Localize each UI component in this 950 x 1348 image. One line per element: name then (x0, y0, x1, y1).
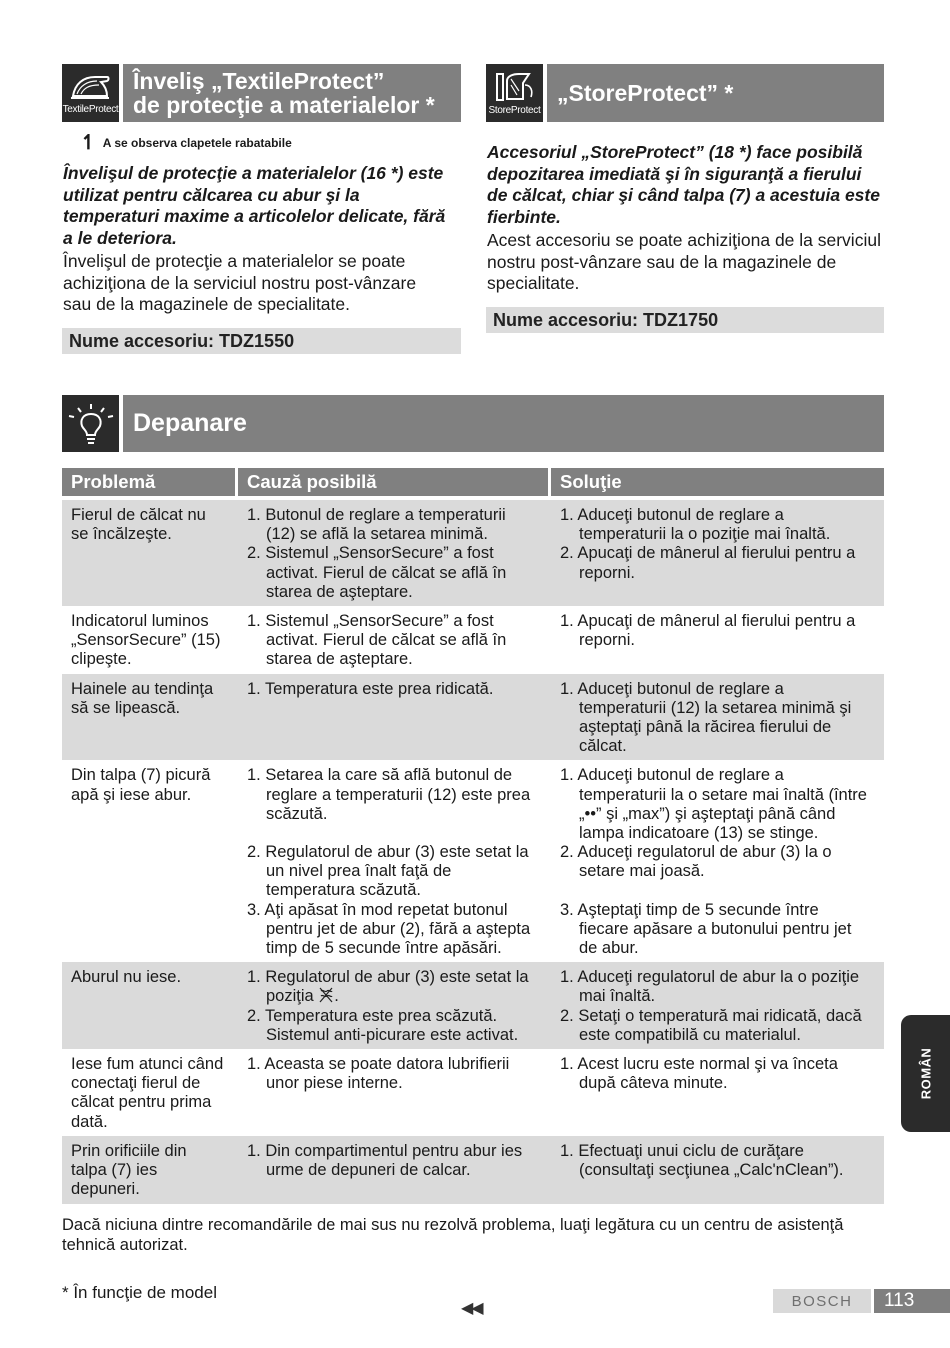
problem-cell: Iese fum atunci când conectaţi fierul de călcat pentru prima dată. (71, 1055, 224, 1131)
cause-item: 1. Din compartimentul pentru abur ies urme de depuneri de calcar. (247, 1141, 523, 1180)
solution-item: 1. Apucaţi de mânerul al fierului pentru a reporni. (560, 612, 856, 650)
flap-note-text: A se observa clapetele rabatabile (102, 135, 292, 150)
troubleshooting-header (62, 395, 884, 452)
support-note: Dacă niciuna dintre recomandările de mai sus nu rezolvă problema, luaţi legătura cu un centru de asistenţă tehnică autorizat. (62, 1216, 844, 1254)
solution-cell (551, 500, 884, 606)
solution-cell (551, 674, 884, 761)
brand-label: BOSCH (773, 1289, 871, 1313)
storeprotect-icon-caption: StoreProtect (488, 104, 541, 116)
table-header-row (62, 468, 884, 496)
solution-item: 1. Acest lucru este normal şi va înceta după câteva minute. (560, 1055, 838, 1093)
cause-cell (238, 962, 551, 1049)
page-number: 113 (874, 1289, 950, 1313)
textileprotect-header (62, 64, 461, 122)
storeprotect-icon-box (486, 64, 543, 122)
iron-cover-icon (69, 72, 113, 102)
cause-cell (238, 1136, 551, 1204)
solution-item: 2. Apucaţi de mânerul al fierului pentru a reporni. (560, 544, 856, 582)
storeprotect-normal-text: Acest accesoriu se poate achiziţiona de la serviciul nostru post-vânzare sau de la magazinele de specialitate. (487, 230, 881, 293)
solution-item: 2. Aduceţi regulatorul de abur (3) la o setare mai joasă. (560, 843, 832, 881)
solution-item: 2. Setaţi o temperatură mai ridicată, dacă este compatibilă cu materialul. (560, 1006, 862, 1044)
textileprotect-accessory-name: Nume accesoriu: TDZ1550 (62, 328, 461, 354)
steam-off-icon (318, 987, 334, 1003)
cause-cell (238, 500, 551, 606)
textileprotect-title-line2: de protecţie a materialelor * (133, 92, 435, 118)
cause-item: 2. Sistemul „SensorSecure” a fost activat. Fierul de călcat se află în starea de aşteptare. (247, 544, 507, 601)
cause-item-text: 1. Regulatorul de abur (3) este setat la poziţia (247, 968, 529, 1006)
solution-item: 1. Efectuaţi unui ciclu de curăţare (consultaţi secţiunea „Calc'nClean”). (560, 1141, 844, 1180)
solution-item: 3. Aşteptaţi timp de 5 secunde între fiecare apăsare a butonului pentru jet de abur. (560, 900, 852, 958)
solution-cell (551, 760, 884, 962)
table-row (62, 500, 884, 606)
column-header-solution: Soluţie (551, 468, 884, 496)
cause-cell (238, 1049, 551, 1136)
language-tab (901, 1015, 950, 1132)
textileprotect-title-line1: Înveliş „TextileProtect” (133, 68, 385, 94)
cause-item: 1. Sistemul „SensorSecure” a fost activat. Fierul de călcat se află în starea de aşteptare. (247, 612, 507, 669)
column-header-problem: Problemă (62, 468, 238, 496)
troubleshooting-icon-box (62, 395, 119, 452)
solution-item: 1. Aduceţi butonul de reglare a temperaturii (12) la setarea minimă şi aşteptaţi până la răcirea fierului de călcat. (560, 679, 852, 756)
troubleshooting-table (62, 468, 884, 1204)
storeprotect-header (486, 64, 884, 122)
cause-item: 3. Aţi apăsat în mod repetat butonul pentru jet de abur (2), fără a aştepta timp de 5 secunde între apăsări. (247, 900, 531, 958)
solution-cell (551, 962, 884, 1049)
cause-cell (238, 674, 551, 761)
troubleshooting-title-bar (123, 395, 884, 452)
solution-item: 1. Aduceţi regulatorul de abur la o poziţie mai înaltă. (560, 968, 860, 1006)
problem-cell: Din talpa (7) picură apă şi iese abur. (71, 766, 211, 804)
flap-arrow-icon: ↿ (80, 132, 97, 154)
flap-note (80, 130, 292, 155)
cause-item: 1. Temperatura este prea ridicată. (247, 679, 494, 698)
storeprotect-title: „StoreProtect” * (557, 79, 734, 106)
problem-cell: Indicatorul luminos „SensorSecure” (15) clipeşte. (71, 612, 221, 669)
cause-item: 2. Regulatorul de abur (3) este setat la un nivel prea înalt faţă de temperatura scăzută. (247, 843, 529, 900)
textileprotect-title-bar (123, 64, 461, 122)
cause-cell (238, 606, 551, 674)
table-row (62, 1136, 884, 1204)
cause-item: 1. Regulatorul de abur (3) este setat la poziţia . (247, 968, 529, 1006)
cause-item: 1. Aceasta se poate datora lubrifierii unor piese interne. (247, 1055, 510, 1093)
lightbulb-icon (66, 402, 116, 446)
storeprotect-accessory-name: Nume accesoriu: TDZ1750 (486, 307, 884, 333)
textileprotect-description (63, 163, 448, 316)
problem-cell: Hainele au tendinţa să se lipească. (62, 674, 238, 761)
storeprotect-title-bar (547, 64, 884, 122)
cause-item: 1. Butonul de reglare a temperaturii (12) se află la setarea minimă. (247, 506, 506, 544)
cause-item: 2. Temperatura este prea scăzută. Sistemul anti-picurare este activat. (247, 1006, 519, 1044)
cause-item: 1. Setarea la care să află butonul de reglare a temperaturii (12) este prea scăzută. (247, 766, 531, 823)
problem-cell: Aburul nu iese. (62, 962, 238, 1049)
solution-cell (551, 606, 884, 674)
solution-cell (551, 1136, 884, 1204)
iron-store-icon (493, 71, 537, 103)
cause-cell (238, 760, 551, 962)
textileprotect-icon-box (62, 64, 119, 122)
column-header-cause: Cauză posibilă (238, 468, 551, 496)
model-footnote: * În funcţie de model (62, 1283, 217, 1302)
solution-cell (551, 1049, 884, 1136)
solution-item: 1. Aduceţi butonul de reglare a temperaturii la o setare mai înaltă (între „••” şi „max”) şi aşteptaţi până când lampa indicatoare (13) se stinge. (560, 766, 867, 843)
textileprotect-normal-text: Învelişul de protecţie a materialelor se poate achiziţiona de la serviciul nostru post-vânzare sau de la magazinele de specialitate. (63, 251, 417, 314)
back-arrows-icon[interactable]: ◀◀ (461, 1300, 482, 1317)
textileprotect-icon-caption: TextileProtect (62, 103, 119, 115)
storeprotect-bold-text: Accesoriul „StoreProtect” (18 *) face posibilă depozitarea imediată şi în siguranţă a fierului de călcat, chiar şi când talpa (7) a acestuia este fierbinte. (487, 142, 880, 227)
table-row (62, 606, 884, 674)
table-row (62, 760, 884, 962)
storeprotect-description (487, 142, 883, 295)
solution-item: 1. Aduceţi butonul de reglare a temperaturii la o poziţie mai înaltă. (560, 506, 831, 544)
problem-cell: Prin orificiile din talpa (7) ies depuneri. (62, 1136, 238, 1204)
textileprotect-bold-text: Învelişul de protecţie a materialelor (16 *) este utilizat pentru călcarea cu abur şi la temperaturi maxime a articolelor delicate, fără a le deteriora. (63, 163, 446, 248)
table-row (62, 962, 884, 1049)
problem-cell: Fierul de călcat nu se încălzeşte. (62, 500, 238, 606)
language-tab-label: ROMÂN (918, 1047, 934, 1100)
troubleshooting-title: Depanare (133, 409, 247, 437)
table-row (62, 1049, 884, 1136)
table-row (62, 674, 884, 761)
